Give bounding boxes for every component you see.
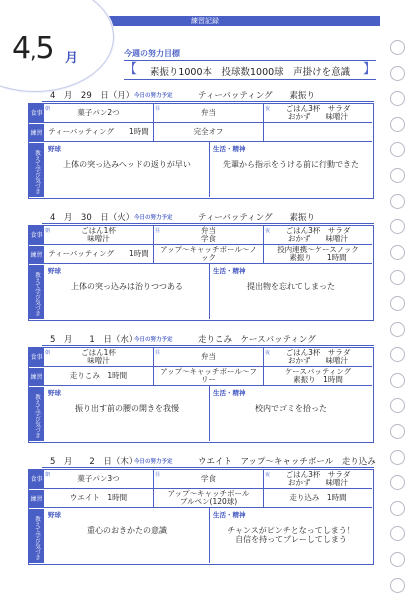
- binder-ring-hole: [390, 450, 405, 465]
- meal-night-cell[interactable]: [264, 470, 372, 489]
- noon-mark: 昼: [155, 350, 161, 356]
- meal-morning: ごはん1杯 味噌汁: [81, 348, 116, 365]
- baseball-label: 野球: [48, 267, 61, 275]
- practice-noon: アップ〜キャッチボール〜フリー: [160, 367, 257, 384]
- entry-body: [28, 103, 374, 199]
- binder-ring-hole: [390, 526, 405, 541]
- meal-morning: ごはん1杯 味噌汁: [81, 226, 116, 243]
- binder-ring-hole: [390, 373, 405, 388]
- bracket-left: 【: [124, 62, 138, 77]
- entry-date[interactable]: 5 月 2 日（木）: [50, 457, 138, 467]
- baseball-reflection[interactable]: 上体の突っ込みは治りつつある: [71, 282, 183, 291]
- baseball-label: 野球: [48, 511, 61, 519]
- meal-label: 食事: [29, 470, 44, 489]
- meal-noon-cell[interactable]: [154, 470, 264, 489]
- baseball-reflection[interactable]: 振り出す前の腰の開きを我慢: [75, 404, 179, 413]
- binder-ring-hole: [390, 91, 405, 106]
- binder-ring-hole: [390, 501, 405, 516]
- binder-ring-hole: [390, 270, 405, 285]
- entry-header: [28, 88, 374, 102]
- practice-noon: アップ〜キャッチボール〜ノック: [160, 245, 257, 262]
- learn-label: 教えて学び気づき: [29, 264, 44, 319]
- life-label: 生活・精神: [213, 267, 246, 275]
- entry-body: [28, 469, 374, 565]
- weekly-goal-title: 今週の努力目標: [124, 49, 180, 58]
- noon-mark: 昼: [155, 228, 161, 234]
- meal-morning-cell[interactable]: [44, 226, 154, 245]
- bracket-right: 】: [362, 62, 376, 77]
- record-page: [0, 16, 412, 599]
- baseball-reflection[interactable]: 重心のおきかたの意識: [87, 526, 167, 535]
- header-underline: [42, 467, 374, 468]
- practice-noon: アップ〜キャッチボール ブルペン(120球): [167, 489, 250, 506]
- meal-noon: 学食: [201, 474, 216, 483]
- binder-ring-hole: [390, 219, 405, 234]
- entry-header: [28, 454, 374, 468]
- meal-night-cell[interactable]: [264, 348, 372, 367]
- practice-morning: ティーバッティング 1時間: [48, 249, 149, 258]
- binder-ring-hole: [390, 552, 405, 567]
- reflection-divider: [209, 264, 210, 319]
- binder-ring-hole: [390, 168, 405, 183]
- effort-plan-text[interactable]: ウエイト アップ〜キャッチボール 走り込み: [198, 457, 376, 467]
- practice-morning: 走りこみ 1時間: [69, 371, 128, 380]
- effort-plan-label: 今日の努力予定: [134, 215, 173, 221]
- meal-morning: 菓子パン3つ: [77, 474, 120, 483]
- effort-plan-text[interactable]: 走りこみ ケースバッティング: [198, 335, 316, 345]
- morning-mark: 朝: [45, 350, 51, 356]
- practice-morning-cell[interactable]: [44, 123, 154, 142]
- practice-night-cell[interactable]: [264, 245, 372, 264]
- binder-ring-hole: [390, 194, 405, 209]
- meal-label: 食事: [29, 104, 44, 123]
- practice-noon: 完全オフ: [193, 127, 224, 136]
- life-label: 生活・精神: [213, 145, 246, 153]
- binder-ring-hole: [390, 475, 405, 490]
- learn-label: 教えて学び気づき: [29, 508, 44, 563]
- entry-date[interactable]: 4 月 29 日（月）: [50, 91, 135, 101]
- practice-morning-cell[interactable]: [44, 489, 154, 508]
- life-reflection[interactable]: チャンスがピンチとなってしまう！ 自信を持ってプレーしてしまう: [227, 526, 355, 544]
- meal-noon-cell[interactable]: [154, 104, 264, 123]
- binder-ring-hole: [390, 322, 405, 337]
- entry-body: [28, 225, 374, 321]
- meal-night: ごはん3杯 サラダ おかず 味噌汁: [285, 348, 351, 365]
- meal-night: ごはん3杯 サラダ おかず 味噌汁: [285, 470, 351, 487]
- binder-ring-hole: [390, 424, 405, 439]
- practice-night: 走り込み 1時間: [289, 493, 347, 502]
- night-mark: 夜: [265, 472, 271, 478]
- binder-ring-hole: [390, 347, 405, 362]
- practice-morning: ティーバッティング 1時間: [48, 127, 149, 136]
- header-underline: [42, 223, 374, 224]
- practice-night-cell[interactable]: [264, 123, 372, 142]
- practice-label: 練習: [29, 123, 44, 142]
- meal-night: ごはん3杯 サラダ おかず 味噌汁: [285, 104, 351, 121]
- life-reflection[interactable]: 校内でゴミを拾った: [255, 404, 327, 413]
- baseball-reflection[interactable]: 上体の突っ込みヘッドの返りが早い: [63, 160, 191, 169]
- meal-morning-cell[interactable]: [44, 348, 154, 367]
- meal-morning: 菓子パン2つ: [77, 108, 120, 117]
- header-underline: [42, 101, 374, 102]
- practice-night: ケースバッティング 素振り 1時間: [284, 367, 352, 384]
- entry-date[interactable]: 4 月 30 日（火）: [50, 213, 135, 223]
- practice-noon-cell[interactable]: [154, 245, 264, 264]
- effort-plan-text[interactable]: ティーバッティング 素振り: [198, 91, 316, 101]
- reflection-divider: [209, 142, 210, 197]
- learn-label: 教えて学び気づき: [29, 142, 44, 197]
- night-mark: 夜: [265, 228, 271, 234]
- practice-label: 練習: [29, 245, 44, 264]
- meal-noon: 弁当 学食: [201, 226, 216, 243]
- meal-noon-cell[interactable]: [154, 348, 264, 367]
- practice-label: 練習: [29, 367, 44, 386]
- meal-night: ごはん3杯 サラダ おかず 味噌汁: [285, 226, 351, 243]
- night-mark: 夜: [265, 350, 271, 356]
- effort-plan-label: 今日の努力予定: [134, 93, 173, 99]
- binder-rings: [388, 40, 408, 600]
- effort-plan-text[interactable]: ティーバッティング 素振り: [198, 213, 316, 223]
- reflection-divider: [209, 508, 210, 563]
- header-underline: [42, 345, 374, 346]
- entry-date[interactable]: 5 月 1 日（水）: [50, 335, 138, 345]
- binder-ring-hole: [390, 578, 405, 593]
- baseball-label: 野球: [48, 145, 61, 153]
- reflection-divider: [209, 386, 210, 441]
- learn-label: 教えて学び気づき: [29, 386, 44, 441]
- practice-night: 投内連携〜ケースノック 素振り 1時間: [277, 245, 359, 262]
- entry-header: [28, 332, 374, 346]
- practice-label: 練習: [29, 489, 44, 508]
- practice-noon-cell[interactable]: [154, 123, 264, 142]
- effort-plan-label: 今日の努力予定: [134, 337, 173, 343]
- practice-morning: ウエイト 1時間: [69, 493, 128, 502]
- practice-noon-cell[interactable]: [154, 367, 264, 386]
- night-mark: 夜: [265, 106, 271, 112]
- binder-ring-hole: [390, 296, 405, 311]
- morning-mark: 朝: [45, 106, 51, 112]
- meal-label: 食事: [29, 226, 44, 245]
- meal-noon: 弁当: [201, 352, 216, 361]
- life-label: 生活・精神: [213, 389, 246, 397]
- binder-ring-hole: [390, 245, 405, 260]
- meal-night-cell[interactable]: [264, 104, 372, 123]
- meal-noon: 弁当: [201, 108, 216, 117]
- life-label: 生活・精神: [213, 511, 246, 519]
- weekly-goal-box: [124, 60, 376, 80]
- practice-morning-cell[interactable]: [44, 245, 154, 264]
- binder-ring-hole: [390, 40, 405, 55]
- week-date: 4,5: [12, 31, 54, 66]
- binder-ring-hole: [390, 117, 405, 132]
- entry-header: [28, 210, 374, 224]
- practice-night-cell[interactable]: [264, 367, 372, 386]
- meal-morning-cell[interactable]: [44, 470, 154, 489]
- morning-mark: 朝: [45, 228, 51, 234]
- meal-noon-cell[interactable]: [154, 226, 264, 245]
- binder-ring-hole: [390, 398, 405, 413]
- morning-mark: 朝: [45, 472, 51, 478]
- binder-ring-hole: [390, 142, 405, 157]
- baseball-label: 野球: [48, 389, 61, 397]
- noon-mark: 昼: [155, 106, 161, 112]
- effort-plan-label: 今日の努力予定: [134, 459, 173, 465]
- meal-label: 食事: [29, 348, 44, 367]
- noon-mark: 昼: [155, 472, 161, 478]
- meal-night-cell[interactable]: [264, 226, 372, 245]
- life-reflection[interactable]: 提出物を忘れてしまった: [247, 282, 335, 291]
- practice-morning-cell[interactable]: [44, 367, 154, 386]
- date-badge: [0, 0, 114, 92]
- weekly-goal-text: 素振り1000本 投球数1000球 声掛けを意識: [149, 67, 351, 78]
- month-unit: 月: [65, 51, 79, 66]
- binder-ring-hole: [390, 66, 405, 81]
- meal-morning-cell[interactable]: [44, 104, 154, 123]
- practice-noon-cell[interactable]: [154, 489, 264, 508]
- entry-body: [28, 347, 374, 443]
- practice-night-cell[interactable]: [264, 489, 372, 508]
- life-reflection[interactable]: 先輩から指示をうける前に行動できた: [223, 160, 359, 169]
- header-bar-title: 練習記録: [191, 17, 219, 25]
